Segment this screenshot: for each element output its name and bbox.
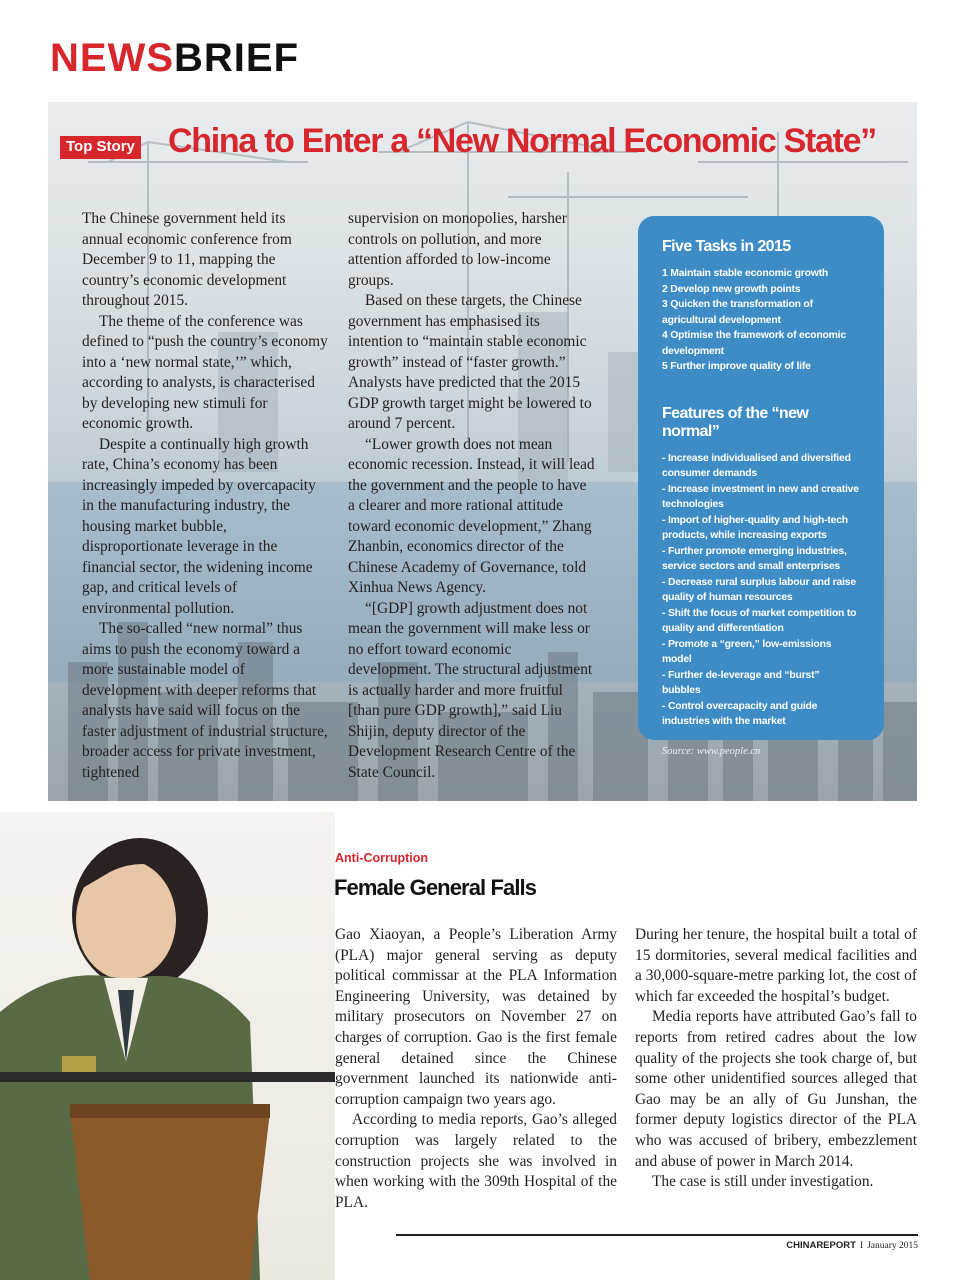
article-column-2 [635,925,917,1193]
paragraph: During her tenure, the hospital built a total of 15 dormitories, several medical facilities and a 30,000-square-metre parking lot, the cost of which far exceeded the hospital’s budget. [635,926,917,1005]
top-story-tag: Top Story [60,136,141,159]
footer-rule [396,1234,918,1236]
list-item: - Promote a “green,” low-emissions model [662,638,832,665]
footer-separator: I [859,1241,864,1251]
list-item: - Increase investment in new and creative technologies [662,483,859,510]
masthead-news: NEWS [50,36,174,80]
list-item: - Control overcapacity and guide industries with the market [662,700,818,727]
paragraph: The Chinese government held its annual economic conference from December 9 to 11, mapping the country’s economic development throughout 2015. [82,210,292,309]
section-kicker: Anti-Corruption [335,851,429,865]
article-column-1 [335,925,617,1213]
paragraph: Based on these targets, the Chinese government has emphasised its intention to “maintain stable economic growth” instead of “faster growth.” Analysts have predicted that the 2015 GDP growth target might be lowered to around 7 percent. [348,292,592,432]
top-story-headline: China to Enter a “New Normal Economic State” [168,122,876,160]
paragraph: The so-called “new normal” thus aims to push the economy toward a more sustainable model of development with deeper reforms that analysts have said will focus on the faster adjustment of industrial structure, broader access for private investment, tightened [82,620,328,781]
features-list [662,451,860,730]
paragraph [335,925,617,1110]
list-item: - Shift the focus of market competition to quality and differentiation [662,607,857,634]
paragraph: “[GDP] growth adjustment does not mean the government will make less or no effort toward economic development. The structural adjustment is actually harder and more fruitful [than pure GDP growth],” said Liu Shijin, deputy director of the Development Research Centre of the State Council. [348,599,593,781]
publication-name: CHINAREPORT [786,1240,856,1251]
list-item: 1 Maintain stable economic growth [662,268,829,279]
list-item: - Further de-leverage and “burst” bubbles [662,669,820,696]
list-item: 3 Quicken the transformation of agricultural development [662,299,813,326]
issue-date: January 2015 [867,1241,918,1251]
list-item: 2 Develop new growth points [662,283,801,295]
top-story-column-1 [82,209,328,783]
paragraph: The case is still under investigation. [652,1173,874,1191]
list-item: - Increase individualised and diversified consumer demands [662,452,851,479]
paragraph: The theme of the conference was defined to “push the country’s economy into a ‘new normal state,’” which, according to analysts, is characterised by developing new stimuli for economic growth. [82,312,328,432]
paragraph: “Lower growth does not mean economic recession. Instead, it will lead the government and the people to have a clearer and more rational attitude toward economic development,” Zhang Zhanbin, economics director of the Chinese Academy of Governance, told Xinhua News Agency. [348,435,595,596]
paragraph: Despite a continually high growth rate, China’s economy has been increasingly impeded by overcapacity in the manufacturing industry, the housing market bubble, disproportionate leverage in the financial sector, the widening income gap, and critical levels of environmental pollution. [82,435,316,617]
features-heading: Features of the “new normal” [662,404,809,440]
list-item: 5 Further improve quality of life [662,361,811,372]
list-item: 4 Optimise the framework of economic development [662,330,846,357]
list-item: - Decrease rural surplus labour and raise quality of human resources [662,576,856,603]
masthead-brief: BRIEF [174,36,299,80]
speaker-photo [0,812,335,1280]
tasks-heading: Five Tasks in 2015 [662,238,791,255]
top-story-panel [48,102,917,801]
paragraph: Media reports have attributed Gao’s fall to reports from retired cadres about the low quality of the projects she took charge of, but some other unidentified sources alleged that Gao may be an ally of Gu Junshan, the former deputy logistics director of the PLA who was accused of bribery, embezzlement and abuse of power in March 2014. [635,1008,917,1170]
paragraph: supervision on monopolies, harsher controls on pollution, and more attention afforded to low-income groups. [348,210,567,289]
list-item: - Further promote emerging industries, service sectors and small enterprises [662,545,847,572]
sidebar-box [638,216,884,757]
paragraph-text: Gao Xiaoyan, a People’s Liberation Army (PLA) major general serving as deputy political commissar at the PLA Information Engineering University, was detained by military prosecutors on November 27 on charges of corruption. Gao is the first female general detained since the Chinese government launched its nationwide anti-corruption campaign two years ago. [335,926,617,1108]
paragraph: According to media reports, Gao’s alleged corruption was largely related to the construction projects she was involved in when working with the 309th Hospital of the PLA. [335,1111,617,1211]
source-credit: Source: www.people.cn [662,745,761,757]
list-item: - Import of higher-quality and high-tech products, while increasing exports [662,514,848,541]
section-masthead [50,38,299,78]
tasks-list [662,266,860,375]
general-at-podium-illustration [0,812,335,1280]
article-headline: Female General Falls [334,875,537,900]
top-story-column-2 [348,209,596,783]
page-footer [786,1240,918,1251]
